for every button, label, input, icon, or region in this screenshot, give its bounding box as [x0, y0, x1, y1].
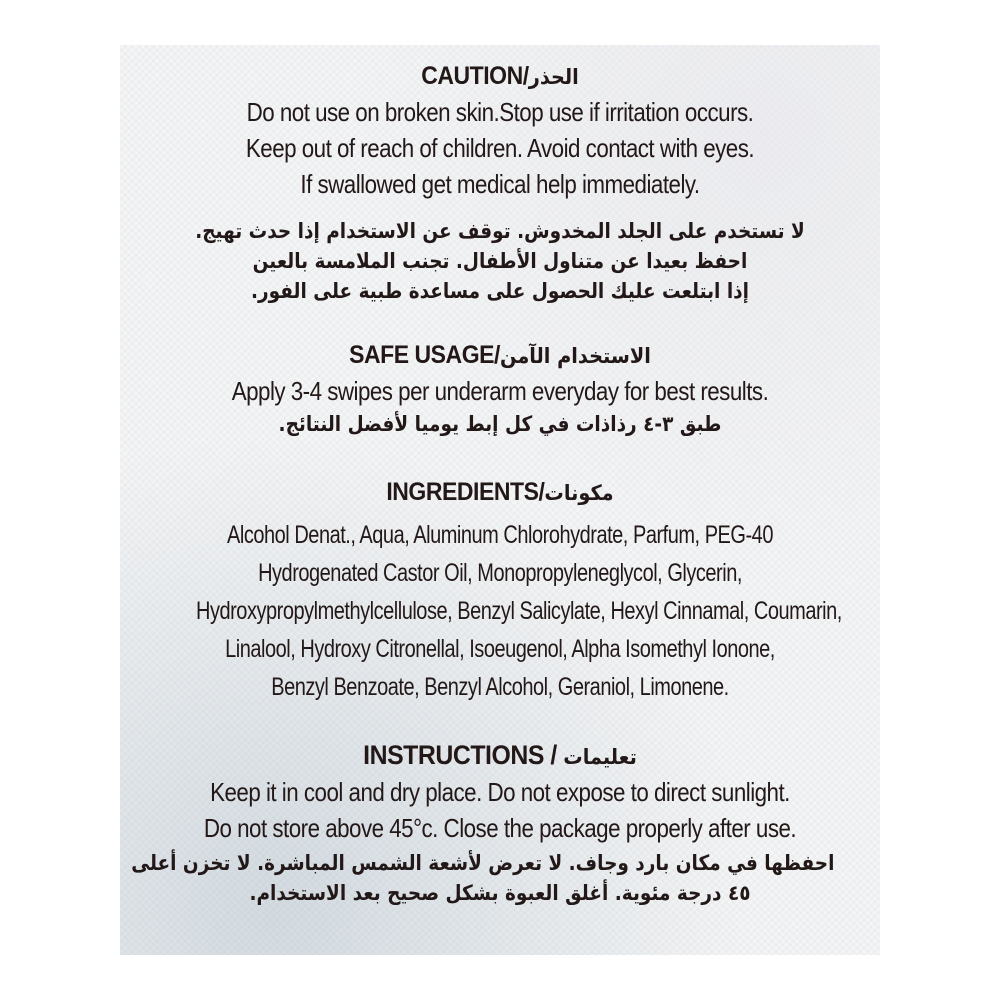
caution-heading	[150, 59, 849, 94]
ingredients-line: Hydroxypropylmethylcellulose, Benzyl Salicylate, Hexyl Cinnamal, Coumarin,	[196, 597, 842, 625]
safe-usage-heading	[150, 338, 849, 373]
ingredients-section	[120, 475, 880, 706]
caution-section	[120, 59, 880, 306]
caution-text-ar	[166, 216, 835, 306]
caution-line-ar: لا تستخدم على الجلد المخدوش. توقف عن الاستخدام إذا حدث تهيج.	[195, 219, 805, 243]
caution-heading-ar: الحذر	[528, 65, 579, 89]
ingredients-heading	[150, 475, 849, 510]
caution-line: Keep out of reach of children. Avoid contact with eyes.	[245, 133, 755, 163]
instructions-line-ar: ٤٥ درجة مئوية. أغلق العبوة بشكل صحيح بعد الاستخدام.	[249, 881, 751, 905]
ingredients-list	[196, 516, 842, 706]
ingredients-line: Alcohol Denat., Aqua, Aluminum Chlorohydrate, Parfum, PEG-40	[227, 521, 773, 549]
caution-heading-en: CAUTION/	[421, 62, 529, 90]
instructions-section	[120, 738, 880, 908]
ingredients-line: Linalool, Hydroxy Citronellal, Isoeugenol, Alpha Isomethyl Ionone,	[225, 635, 775, 663]
caution-line-ar: احفظ بعيدا عن متناول الأطفال. تجنب الملامسة بالعين	[252, 249, 748, 273]
product-label	[120, 45, 880, 955]
ingredients-heading-ar: مكونات	[544, 481, 614, 505]
caution-text-en	[173, 94, 827, 202]
instructions-heading-en: INSTRUCTIONS /	[363, 740, 557, 770]
ingredients-line: Hydrogenated Castor Oil, Monopropyleneglycol, Glycerin,	[258, 559, 742, 587]
caution-line: Do not use on broken skin.Stop use if irritation occurs.	[246, 97, 754, 127]
caution-line: If swallowed get medical help immediately.	[300, 169, 700, 199]
ingredients-heading-en: INGREDIENTS/	[386, 478, 545, 506]
instructions-line-ar: احفظها في مكان بارد وجاف. لا تعرض لأشعة الشمس المباشرة. لا تخزن أعلى	[131, 851, 835, 875]
safe-usage-line-ar: طبق ٣-٤ رذاذات في كل إبط يوميا لأفضل النتائج.	[278, 412, 722, 436]
ingredients-line: Benzyl Benzoate, Benzyl Alcohol, Geraniol, Limonene.	[271, 673, 729, 701]
safe-usage-section	[120, 338, 880, 439]
instructions-line: Keep it in cool and dry place. Do not expose to direct sunlight.	[210, 777, 790, 807]
caution-line-ar: إذا ابتلعت عليك الحصول على مساعدة طبية على الفور.	[251, 279, 749, 303]
safe-usage-text-en	[173, 373, 827, 409]
instructions-text-ar	[131, 848, 835, 908]
safe-usage-line: Apply 3-4 swipes per underarm everyday for best results.	[231, 376, 769, 406]
safe-usage-heading-en: SAFE USAGE/	[349, 341, 500, 369]
safe-usage-text-ar	[166, 409, 835, 439]
safe-usage-heading-ar: الاستخدام الآمن	[499, 344, 651, 368]
instructions-text-en	[173, 774, 827, 846]
instructions-heading	[150, 738, 849, 774]
instructions-heading-ar: تعليمات	[563, 745, 637, 769]
instructions-line: Do not store above 45°c. Close the package properly after use.	[203, 813, 797, 843]
